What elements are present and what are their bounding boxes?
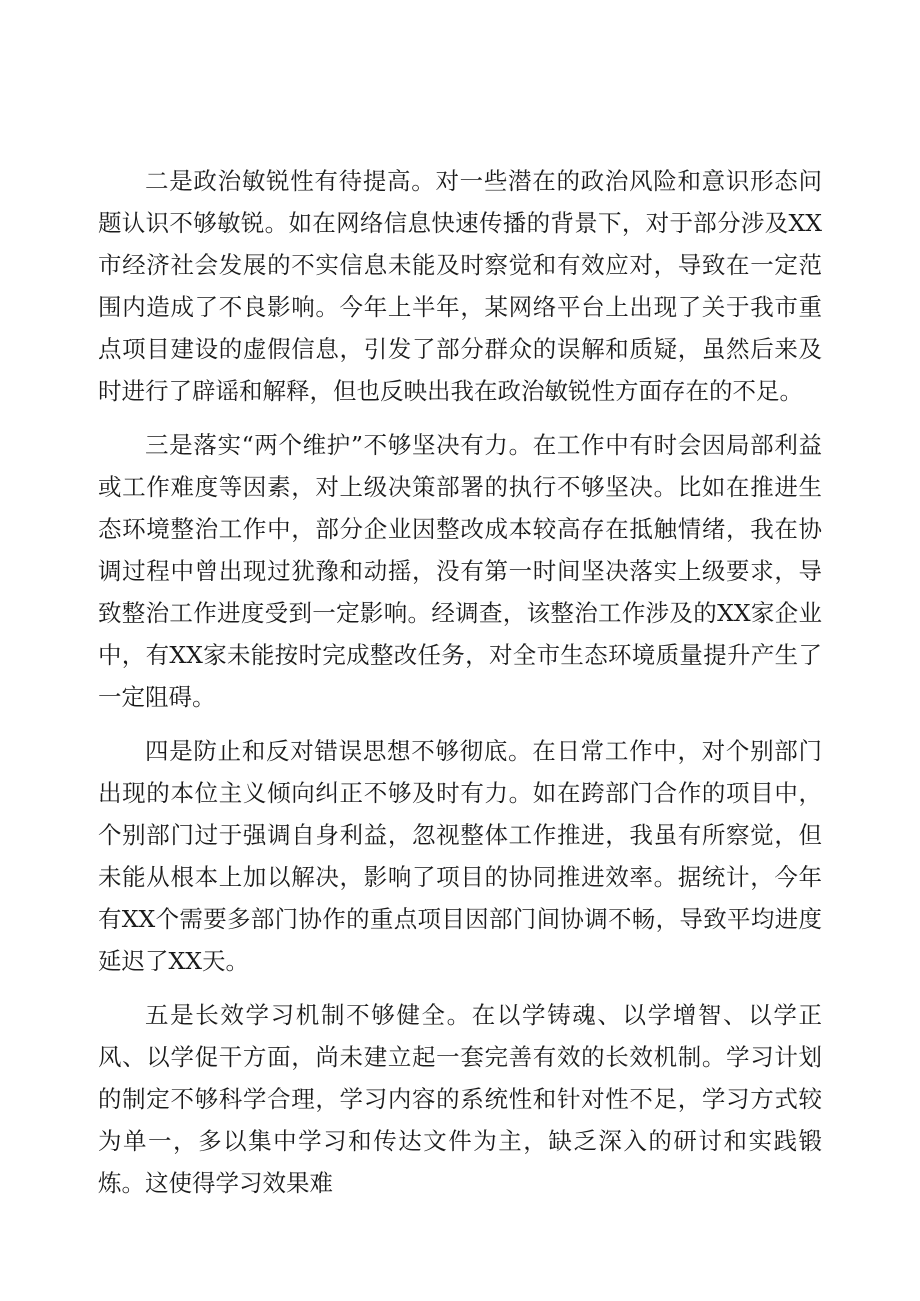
paragraph-wrong-thinking: 四是防止和反对错误思想不够彻底。在日常工作中，对个别部门出现的本位主义倾向纠正不够及时有力。如在跨部门合作的项目中，个别部门过于强调自身利益，忽视整体工作推进，我虽有所察觉，但未能从根本上加以解决，影响了项目的协同推进效率。据统计，今年有XX个需要多部门协作的重点项目因部门间协调不畅，导致平均进度延迟了XX天。: [98, 737, 822, 975]
paragraph-two-safeguards: 三是落实“两个维护”不够坚决有力。在工作中有时会因局部利益或工作难度等因素，对上级决策部署的执行不够坚决。比如在推进生态环境整治工作中，部分企业因整改成本较高存在抵触情绪，我在协调过程中曾出现过犹豫和动摇，没有第一时间坚决落实上级要求，导致整治工作进度受到一定影响。经调查，该整治工作涉及的XX家企业中，有XX家未能按时完成整改任务，对全市生态环境质量提升产生了一定阻碍。: [98, 431, 822, 711]
document-body: [98, 160, 822, 1216]
paragraph-political-sensitivity: 二是政治敏锐性有待提高。对一些潜在的政治风险和意识形态问题认识不够敏锐。如在网络信息快速传播的背景下，对于部分涉及XX市经济社会发展的不实信息未能及时察觉和有效应对，导致在一定范围内造成了不良影响。今年上半年，某网络平台上出现了关于我市重点项目建设的虚假信息，引发了部分群众的误解和质疑，虽然后来及时进行了辟谣和解释，但也反映出我在政治敏锐性方面存在的不足。: [98, 167, 822, 405]
paragraph-learning-mechanism: 五是长效学习机制不够健全。在以学铸魂、以学增智、以学正风、以学促干方面，尚未建立起一套完善有效的长效机制。学习计划的制定不够科学合理，学习内容的系统性和针对性不足，学习方式较为单一，多以集中学习和传达文件为主，缺乏深入的研讨和实践锻炼。这使得学习效果难: [98, 1001, 822, 1197]
